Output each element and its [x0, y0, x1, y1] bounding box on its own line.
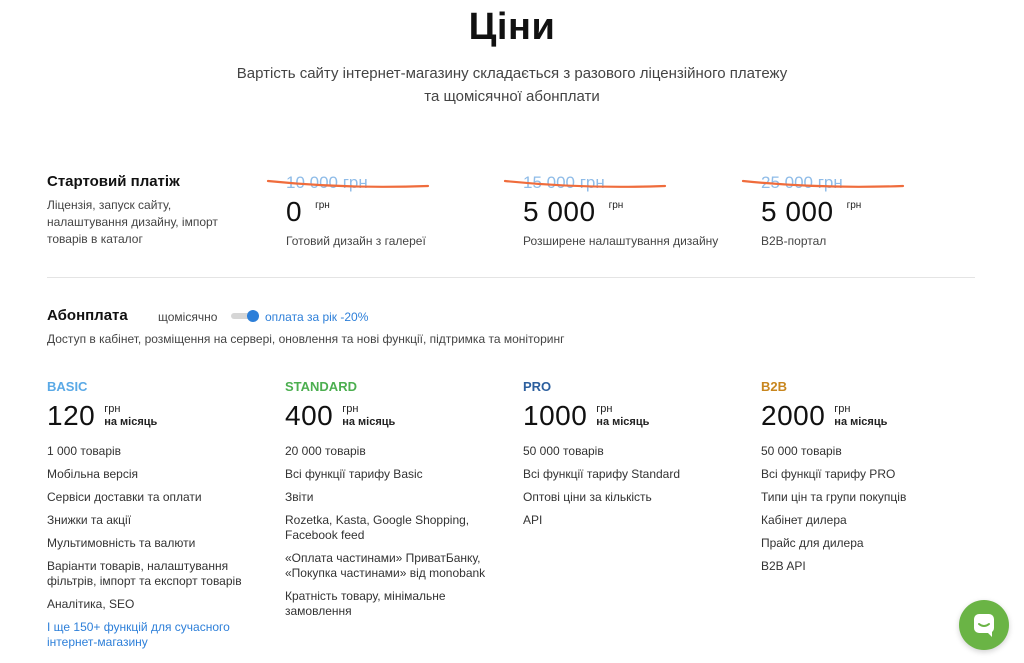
start-price: 5 000 — [761, 196, 834, 227]
subtitle-line-2: та щомісячної абонплати — [424, 88, 600, 105]
plan-currency-unit: грн — [834, 403, 851, 415]
plan-currency-unit: грн — [342, 403, 359, 415]
start-option-extended-design — [523, 173, 718, 248]
feature-item: Варіанти товарів, налаштування фільтрів, імпорт та експорт товарів — [47, 559, 242, 588]
feature-item: Всі функції тарифу PRO — [761, 467, 896, 481]
plan-b2b — [761, 379, 976, 582]
plan-basic — [47, 379, 262, 658]
feature-item: 1 000 товарів — [47, 444, 122, 458]
feature-list — [285, 444, 500, 619]
start-option-note: B2B-портал — [761, 234, 827, 248]
feature-item: Всі функції тарифу Basic — [285, 467, 423, 481]
page-subtitle — [0, 62, 1024, 108]
price-row — [761, 196, 861, 228]
feature-item: 50 000 товарів — [523, 444, 604, 458]
start-option-b2b-portal — [761, 173, 861, 248]
strikethrough-mark — [266, 173, 431, 195]
plan-name: PRO — [523, 379, 552, 394]
plan-name: BASIC — [47, 379, 88, 394]
chat-icon — [959, 600, 1009, 650]
old-price — [286, 173, 368, 193]
start-option-ready-design — [286, 173, 426, 248]
start-option-note: Готовий дизайн з галереї — [286, 234, 426, 248]
start-payment-description: Ліцензія, запуск сайту, налаштування дизайну, імпорт товарів в каталог — [47, 198, 218, 246]
plan-name: B2B — [761, 379, 788, 394]
plan-price: 1000 — [523, 400, 588, 431]
feature-item: API — [523, 513, 543, 527]
chat-button[interactable] — [959, 600, 1009, 650]
toggle-yearly-label[interactable]: оплата за рік -20% — [265, 310, 369, 324]
feature-item: Знижки та акції — [47, 513, 132, 527]
plan-price-row — [761, 399, 976, 433]
feature-list — [47, 444, 262, 650]
page-title: Ціни — [468, 6, 556, 48]
plan-price: 120 — [47, 400, 96, 431]
plan-currency-unit: грн — [596, 403, 613, 415]
plan-period: на місяць — [834, 416, 888, 428]
feature-item: Кратність товару, мінімальне замовлення — [285, 589, 446, 618]
plan-price-row — [47, 399, 262, 433]
feature-item: Мобільна версія — [47, 467, 138, 481]
plan-period: на місяць — [342, 416, 396, 428]
plan-price: 400 — [285, 400, 334, 431]
feature-item: B2B API — [761, 559, 806, 573]
price-currency: грн — [315, 200, 330, 211]
plan-period: на місяць — [104, 416, 158, 428]
plan-currency — [104, 403, 157, 429]
feature-item: «Оплата частинами» ПриватБанку, «Покупка частинами» від monobank — [285, 551, 486, 580]
plan-currency — [342, 403, 395, 429]
price-row — [523, 196, 718, 228]
plan-pro — [523, 379, 738, 536]
old-price-text: 25 000 грн — [761, 173, 843, 192]
plan-currency-unit: грн — [104, 403, 121, 415]
feature-item: 50 000 товарів — [761, 444, 842, 458]
feature-item: Всі функції тарифу Standard — [523, 467, 681, 481]
feature-item: Rozetka, Kasta, Google Shopping, Facebook feed — [285, 513, 470, 542]
start-option-note: Розширене налаштування дизайну — [523, 234, 719, 248]
strikethrough-mark — [503, 173, 668, 195]
feature-item: Типи цін та групи покупців — [761, 490, 907, 504]
subtitle-line-1: Вартість сайту інтернет-магазину складається з разового ліцензійного платежу — [236, 65, 788, 82]
start-payment-label: Стартовий платіж — [47, 173, 180, 190]
strikethrough-mark — [741, 173, 906, 195]
old-price-text: 15 000 грн — [523, 173, 605, 192]
feature-item: Аналітика, SEO — [47, 597, 135, 611]
subscription-description: Доступ в кабінет, розміщення на сервері, оновлення та нові функції, підтримка та моніторинг — [47, 332, 565, 346]
old-price — [523, 173, 605, 193]
feature-list — [523, 444, 738, 528]
subscription-label: Абонплата — [47, 307, 128, 324]
plan-standard — [285, 379, 500, 627]
start-price: 5 000 — [523, 196, 596, 227]
price-currency: грн — [846, 200, 862, 211]
feature-item: Звіти — [285, 490, 314, 504]
feature-item: Кабінет дилера — [761, 513, 847, 527]
plan-currency — [596, 403, 649, 429]
feature-item: Мультимовність та валюти — [47, 536, 196, 550]
old-price-text: 10 000 грн — [286, 173, 368, 192]
more-features-link[interactable]: І ще 150+ функцій для сучасного інтернет-магазину — [47, 620, 230, 649]
old-price — [761, 173, 843, 193]
price-row — [286, 196, 426, 228]
plan-price-row — [523, 399, 738, 433]
feature-item: Оптові ціни за кількість — [523, 490, 652, 504]
toggle-monthly-label[interactable]: щомісячно — [158, 310, 218, 324]
price-currency: грн — [608, 200, 624, 211]
feature-item: Сервіси доставки та оплати — [47, 490, 202, 504]
plan-currency — [834, 403, 887, 429]
plan-price: 2000 — [761, 400, 826, 431]
toggle-knob — [247, 310, 259, 322]
plan-period: на місяць — [596, 416, 650, 428]
plan-price-row — [285, 399, 500, 433]
section-divider — [47, 277, 975, 278]
feature-item: Прайс для дилера — [761, 536, 864, 550]
start-price: 0 — [286, 196, 303, 227]
plan-name: STANDARD — [285, 379, 357, 394]
feature-list — [761, 444, 976, 574]
billing-period-toggle[interactable] — [230, 309, 260, 323]
feature-item: 20 000 товарів — [285, 444, 366, 458]
